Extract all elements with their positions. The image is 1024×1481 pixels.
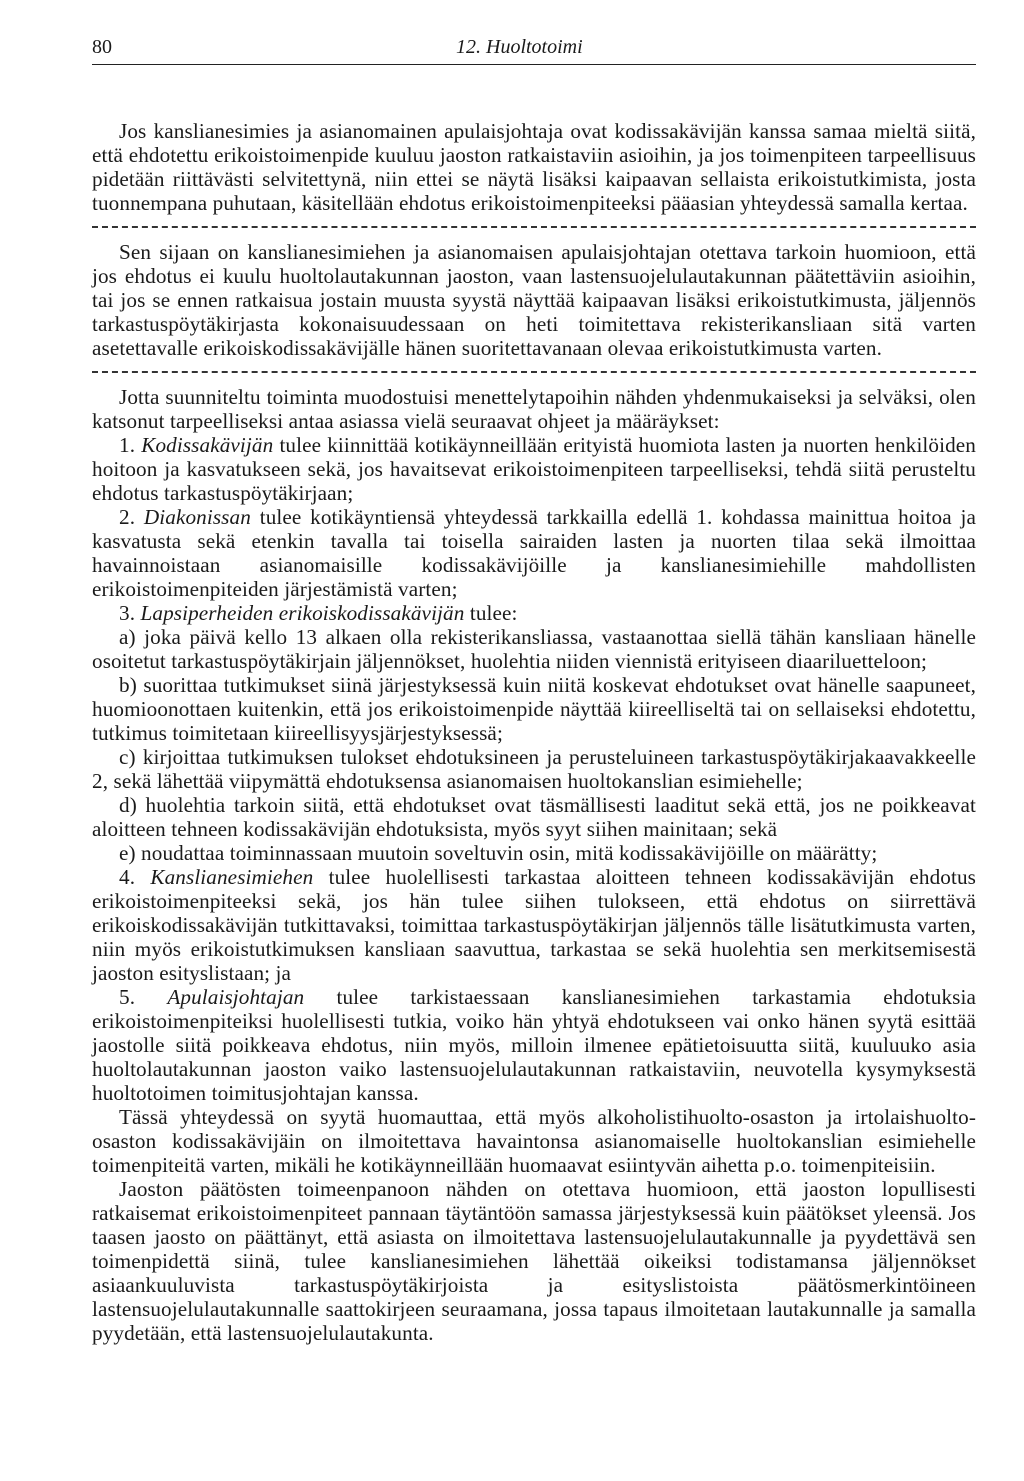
sub-item-c: c) kirjoittaa tutkimuksen tulokset ehdotuksineen ja perusteluineen tarkastuspöytäkirjakaavakkeelle 2, sekä lähettää viipymättä ehdotuksensa asianomaisen huoltokanslian esimiehelle; xyxy=(92,745,976,793)
list-item-5 xyxy=(92,985,976,1105)
list-item-2 xyxy=(92,505,976,601)
list-item-4 xyxy=(92,865,976,985)
item-term: Lapsiperheiden erikoiskodissakävijän xyxy=(140,601,465,625)
item-number: 4. xyxy=(119,865,136,889)
paragraph-5: Jaoston päätösten toimeenpanoon nähden on otettava huomioon, että jaoston lopullisesti ratkaisemat erikoistoimenpiteet pannaan täytäntöön samassa järjestyksessä kuin päätökset yleensä. Jos taasen jaosto on päättänyt, että asiasta on ilmoitettava lastensuojelulautakunnalle ja pyydettävä sen toimenpidettä siinä, tulee kanslianesimiehen lähettää oikeiksi todistamansa jäljennökset asiaankuuluvista tarkastuspöytäkirjoista ja esityslistoista päätösmerkintöineen lastensuojelulautakunnalle saattokirjeen seuraamana, jossa tapaus ilmoitetaan lautakunnalle ja samalla pyydetään, että lastensuojelulautakunta. xyxy=(92,1177,976,1345)
dashed-divider xyxy=(92,226,976,228)
item-number: 1. xyxy=(119,433,136,457)
document-page xyxy=(92,30,976,1345)
page-number: 80 xyxy=(92,36,112,58)
item-text: tulee huolellisesti tarkastaa aloitteen tehneen kodissakävijän ehdotus erikoistoimenpiteeksi sekä, jos hän tulee siihen tulokseen, että ehdotus on siirrettävä erikoiskodissakävijän tutkittavaksi, toimittaa tarkastuspöytäkirjan jäljennös tälle lisätutkimusta varten, niin myös erikoistutkimuksen kansliaan saavuttua, tarkastaa se sekä huolehtia sen merkitsemisestä jaoston esityslistaan; ja xyxy=(92,865,976,985)
dashed-divider xyxy=(92,371,976,373)
list-item-3 xyxy=(92,601,976,625)
paragraph-2: Sen sijaan on kanslianesimiehen ja asianomaisen apulaisjohtajan otettava tarkoin huomioon, että jos ehdotus ei kuulu huoltolautakunnan jaoston, vaan lastensuojelulautakunnan päätettäviin asioihin, tai jos se ennen ratkaisua jostain muusta syystä näyttää kaipaavan lisäksi erikoistutkimusta, jäljennös tarkastuspöytäkirjasta kokonaisuudessaan on heti toimitettava rekisterikansliaan sitä varten asetettavalle erikoiskodissakävijälle hänen suoritettavanaan olevaa erikoistutkimusta varten. xyxy=(92,240,976,360)
item-term: Diakonissan xyxy=(143,505,251,529)
sub-item-e: e) noudattaa toiminnassaan muutoin soveltuvin osin, mitä kodissakävijöille on määrätty; xyxy=(119,841,878,865)
section-title: 12. Huoltotoimi xyxy=(456,36,583,58)
item-text: tulee kiinnittää kotikäynneillään erityistä huomiota lasten ja nuorten henkilöiden hoitoon ja kasvatukseen sekä, jos havaitsevat erikoistoimenpiteen tarpeelliseksi, tehdä siitä perusteltu ehdotus tarkastuspöytäkirjaan; xyxy=(92,433,976,505)
paragraph-3: Jotta suunniteltu toiminta muodostuisi menettelytapoihin nähden yhdenmukaiseksi ja selväksi, olen katsonut tarpeelliseksi antaa asiassa vielä seuraavat ohjeet ja määräykset: xyxy=(92,385,976,433)
item-number: 5. xyxy=(119,985,136,1009)
sub-item-a: a) joka päivä kello 13 alkaen olla rekisterikansliassa, vastaanottaa siellä tähän kansliaan hänelle osoitetut tarkastuspöytäkirjain jäljennökset, huolehtia niiden viennistä erityiseen diaariluetteloon; xyxy=(92,625,976,673)
item-number: 3. xyxy=(119,601,136,625)
paragraph-1: Jos kanslianesimies ja asianomainen apulaisjohtaja ovat kodissakävijän kanssa samaa mieltä siitä, että ehdotettu erikoistoimenpide kuuluu jaoston ratkaistaviin asioihin, ja jos toimenpiteen tarpeellisuus pidetään riittävästi selvitettynä, niin ettei se näytä lisäksi kaipaavan sellaista erikoistutkimista, josta tuonnempana puhutaan, käsitellään ehdotus erikoistoimenpiteeksi pääasian yhteydessä samalla kertaa. xyxy=(92,119,976,215)
item-number: 2. xyxy=(119,505,136,529)
sub-item-d: d) huolehtia tarkoin siitä, että ehdotukset ovat täsmällisesti laaditut sekä että, jos ne poikkeavat aloitteen tehneen kodissakävijän ehdotuksista, myös syyt siihen mainitaan; sekä xyxy=(92,793,976,841)
list-item-1 xyxy=(92,433,976,505)
item-text: tulee tarkistaessaan kanslianesimiehen tarkastamia ehdotuksia erikoistoimenpiteiksi huolellisesti tutkia, voiko hän yhtyä ehdotukseen vai onko hänen syytä esittää jaostolle siitä poikkeava ehdotus, niin myös, milloin ilmenee epätietoisuutta siitä, kuuluuko asia huoltolautakunnan jaoston vaiko lastensuojelulautakunnan ratkaistaviin, neuvotella kysymyksestä huoltotoimen toimitusjohtajan kanssa. xyxy=(92,985,976,1105)
item-term: Apulaisjohtajan xyxy=(167,985,305,1009)
item-term: Kanslianesimiehen xyxy=(150,865,314,889)
running-header xyxy=(92,30,976,65)
sub-item-b: b) suorittaa tutkimukset siinä järjestyksessä kuin niitä koskevat ehdotukset ovat hänelle saapuneet, huomioonottaen kuitenkin, että jos erikoistoimenpide näyttää kiireelliseltä tai on sellaiseksi ehdotettu, tutkimus toimitetaan kiireellisyysjärjestyksessä; xyxy=(92,673,976,745)
item-term: Kodissakävijän xyxy=(141,433,274,457)
item-text: tulee: xyxy=(469,601,518,625)
body-text xyxy=(92,119,976,1345)
item-text: tulee kotikäyntiensä yhteydessä tarkkailla edellä 1. kohdassa mainittua hoitoa ja kasvatusta sekä etenkin tavalla tai toisella sairaiden lasten ja nuorten tilaa sekä ilmoittaa havainnoistaan asianomaisille kodissakävijöille ja kanslianesimiehille mahdollisten erikoistoimenpiteiden järjestämistä varten; xyxy=(92,505,976,601)
paragraph-4: Tässä yhteydessä on syytä huomauttaa, että myös alkoholistihuolto-osaston ja irtolaishuolto-osaston kodissakävijäin on ilmoitettava havaintonsa asianomaiselle huoltokanslian esimiehelle toimenpiteitä varten, mikäli he kotikäynneillään huomaavat esiintyvän aihetta p.o. toimenpiteisiin. xyxy=(92,1105,976,1177)
